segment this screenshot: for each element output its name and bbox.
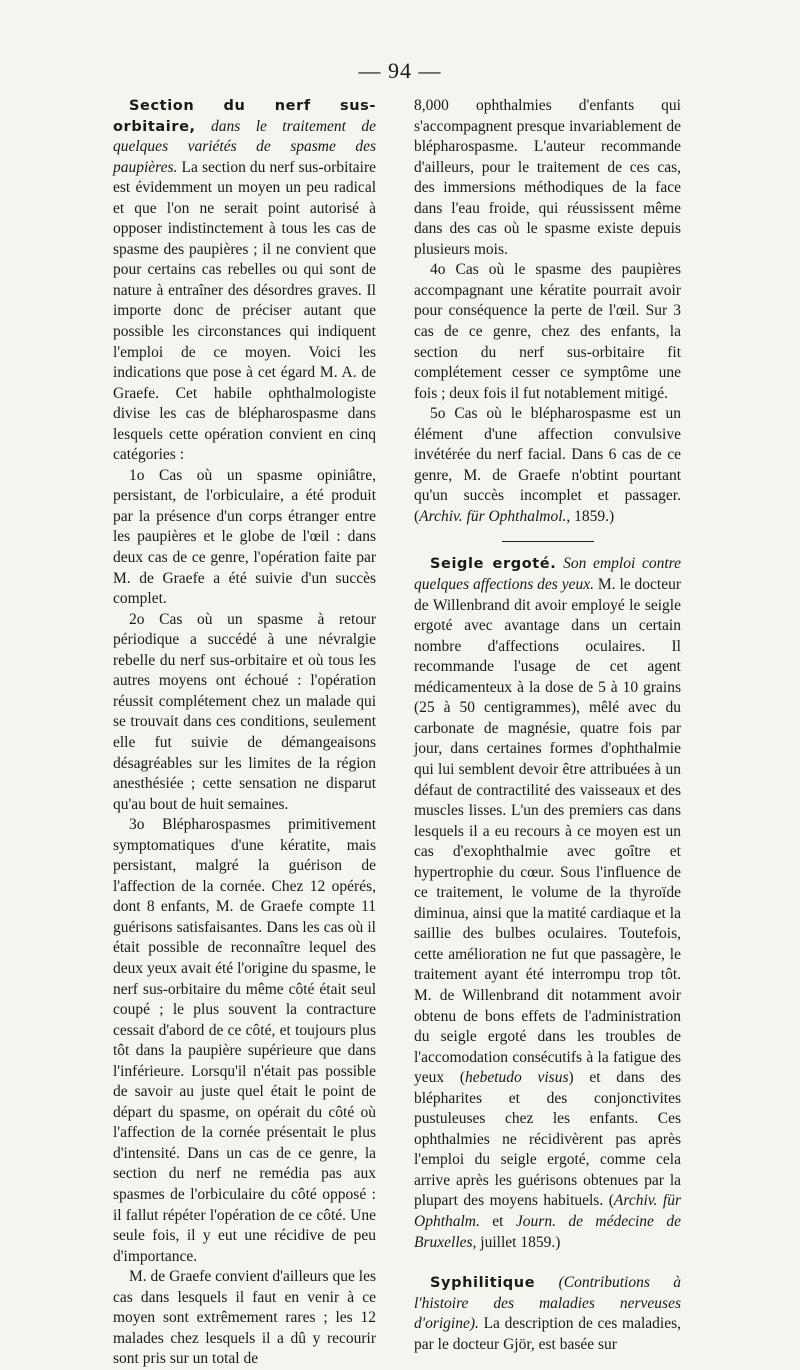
case-paragraph: 4o Cas où le spasme des paupières accompagnant une kératite pourrait avoir pour conséquence la perte de l'œil. Sur 3 cas de ce genre, chez des enfants, la section du nerf sus-orbitaire fit complétement cesser ce symptôme une fois ; deux fois il fut notablement mitigé.	[414, 261, 681, 402]
left-column	[113, 96, 376, 1370]
section-heading: Syphilitique	[430, 1275, 536, 1292]
case-text: 5o Cas où le blépharospasme est un élément d'une affection convulsive invétérée du nerf facial. Dans 6 cas de ce genre, M. de Graefe n'obtint pourtant qu'un succès incomplet et passager. (	[414, 405, 681, 525]
body-paragraph: M. de Graefe convient d'ailleurs que les cas dans lesquels il faut en venir à ce moyen sont extrêmement rares ; les 12 malades chez lesquels il a dû y recourir sont pris sur un total de	[113, 1268, 376, 1368]
body-paragraph: 8,000 ophthalmies d'enfants qui s'accompagnent presque invariablement de blépharospasme. L'auteur recommande d'ailleurs, pour le traitement de ces cas, des immersions méthodiques de la face dans l'eau froide, qui réussissent même dans des cas où le spasme existe depuis plusieurs mois.	[414, 97, 681, 258]
section-body-text: ) et dans des blépharites et des conjonctivites pustuleuses chez les enfants. Ces ophthalmies ne récidivèrent pas après l'emploi du seigle ergoté, comme cela arrive après les guérisons obtenues par la plupart des moyens habituels. (	[414, 1069, 681, 1210]
section-body-text: La section du nerf sus-orbitaire est évidemment un moyen un peu radical et que l'on ne serait point autorisé à opposer indistinctement à tous les cas de spasme des paupières ; il ne convient que pour certains cas rebelles ou qui sont de nature à entraîner des désordres graves. Il importe donc de préciser autant que possible les circonstances qui indiquent l'emploi de ce moyen. Voici les indications que pose à cet égard M. A. de Graefe. Cet habile ophthalmologiste divise les cas de blépharospasme dans lesquels cette opération convient en cinq catégories :	[113, 158, 376, 464]
case-paragraph	[414, 404, 681, 527]
citation: Journ. de médecine de Bruxelles	[414, 1212, 681, 1251]
latin-term: hebetudo visus	[464, 1069, 569, 1087]
citation-year: , juillet 1859.)	[472, 1233, 561, 1251]
section-body-text: La description de ces maladies, par le docteur Gjör, est basée sur	[414, 1315, 681, 1353]
citation: Archiv. für Ophthalm.	[414, 1192, 681, 1230]
section-syphilitique	[414, 1273, 681, 1355]
section-subtitle: Son emploi contre quelques affections des yeux.	[414, 555, 681, 594]
right-column	[414, 96, 681, 1355]
case-paragraph: 1o Cas où un spasme opiniâtre, persistant, de l'orbiculaire, a été produit par la présence d'un corps étranger entre les paupières et le globe de l'œil : dans deux cas de ce genre, l'opération faite par M. de Graefe a été suivie d'un succès complet.	[113, 466, 376, 608]
section-divider	[502, 541, 594, 542]
section-heading: Seigle ergoté.	[430, 556, 557, 573]
case-paragraph: 2o Cas où un spasme à retour périodique a succédé à une névralgie rebelle du nerf sus-orbitaire et où tous les autres moyens ont échoué : l'opération réussit complétement chez un malade qui se trouvait dans ces conditions, seulement elle fut suivie de démangeaisons désagréables sur les limites de la région anesthésiée ; cette sensation ne disparut qu'au bout de huit semaines.	[113, 610, 376, 813]
section-body-text: M. le docteur de Willenbrand dit avoir employé le seigle ergoté avec avantage dans un certain nombre d'affections oculaires. Il recommande l'usage de cet agent médicamenteux à la dose de 5 à 10 grains (25 à 50 centigrammes), mêlé avec du carbonate de magnésie, quatre fois par jour, dans certaines formes d'ophthalmie qui lui semblent devoir être attribuées à un défaut de contractilité des vaisseaux et des muscles lisses. L'un des premiers cas dans lesquels il a eu recours à ce moyen est un cas d'exophthalmie avec goître et hypertrophie du cœur. Sous l'influence de ce traitement, le volume de la thyroïde diminua, ainsi que la matité cardiaque et la saillie des bulbes oculaires. Toutefois, cette amélioration ne fut que passagère, le traitement ayant été interrompu trop tôt. M. de Willenbrand dit notamment avoir obtenu de bons effets de l'administration du seigle ergoté dans les troubles de l'accomodation consécutifs à la fatigue des yeux (	[414, 576, 682, 1087]
case-paragraph: 3o Blépharospasmes primitivement symptomatiques d'une kératite, mais persistant, malgré la guérison de l'affection de la cornée. Chez 12 opérés, dont 8 enfants, M. de Graefe compte 11 guérisons satisfaisantes. Dans les cas où il était possible de reconnaître lequel des deux yeux avait été l'origine du spasme, le nerf sus-orbitaire du même côté était seul coupé ; le plus souvent la contracture cessait d'abord de ce côté, et toujours plus tôt dans la paupière supérieure que dans l'inférieure. Lorsqu'il n'était pas possible de savoir au juste quel était le point de départ du spasme, on opérait du côté où l'affection de la cornée présentait le plus d'intensité. Dans un cas de ce genre, la section du nerf ne remédia pas aux spasmes de l'orbiculaire du côté opposé : il fallut répéter l'opération de ce côté. Une seule fois, il y eut une récidive de peu d'importance.	[113, 816, 376, 1265]
citation: Archiv. für Ophthalmol.	[419, 507, 567, 525]
section-subtitle: (Contributions à l'histoire des maladies nerveuses d'origine).	[414, 1274, 682, 1333]
section-subtitle: dans le traitement de quelques variétés de spasme des paupières.	[113, 117, 377, 176]
section-seigle-ergote	[414, 554, 681, 1253]
citation-joiner: et	[479, 1212, 516, 1230]
section-heading: Section du nerf sus-orbitaire,	[113, 98, 376, 135]
section-sus-orbitaire	[113, 96, 376, 466]
citation-year: , 1859.)	[566, 507, 615, 525]
page-number: — 94 —	[358, 58, 442, 83]
